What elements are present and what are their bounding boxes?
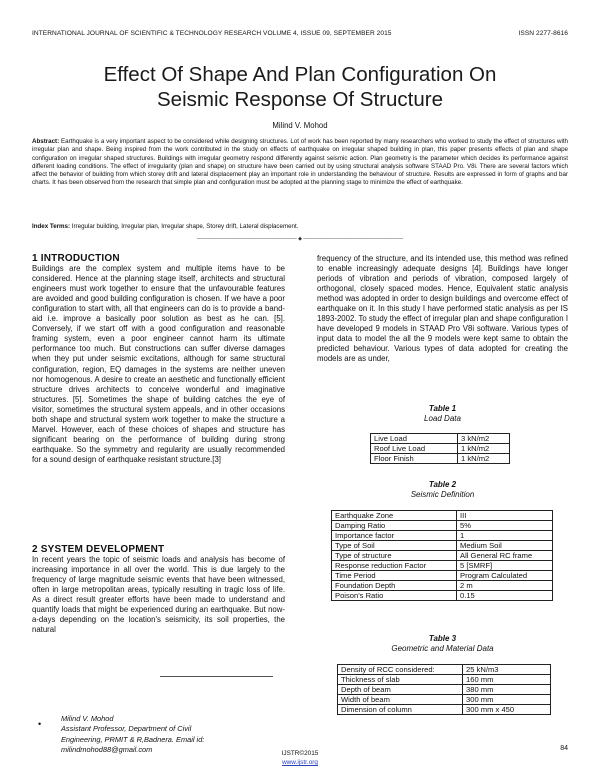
section-divider: ———————————————————— ◆ ———————————————————— [196,236,404,242]
table-cell-label: Response reduction Factor [332,561,457,571]
table-row [332,521,553,531]
table-cell-value: 5% [457,521,553,531]
abstract-label: Abstract: [32,138,60,145]
table-row [332,511,553,521]
table-cell-value: III [457,511,553,521]
index-terms [32,223,568,231]
footnote-line: Assistant Professor, Department of Civil [61,724,192,734]
table-row [332,541,553,551]
table-row [338,705,551,715]
table-cell-value: 1 kN/m2 [458,454,510,464]
table-cell-label: Foundation Depth [332,581,457,591]
footnote-separator [160,676,273,677]
paper-title [0,62,600,112]
abstract-text: Earthquake is a very important aspect to be considered while designing structures. Lot of work has been reported by many researchers who worked to study the effect of structures with irregular plan and shape. Being inspired from the work contributed in the study on effects of earthquake on irregular shaped building in plan, this paper presents effects of plan and shape configuration on irregular shaped structures. Buildings with irregular geometry respond differently against seismic action. Plan geometry is the parameter which decides its performance against different loading conditions. The effect of irregularity (plan and shape) on structure have been carried out by using structural analysis software STAAD Pro. V8i. There are several factors which affect the behavior of building from which storey drift and lateral displacement play an important role in understanding the behaviour of structure. Results are expressed in form of graphs and bar charts. It has been observed from the research that simple plan and configuration must be adopted at the planning stage to minimize the effect of earthquake. [32,138,568,187]
table-cell-value: 0.15 [457,591,553,601]
table-cell-label: Depth of beam [338,685,463,695]
table-row [338,665,551,675]
table-cell-label: Live Load [371,434,458,444]
table-cell-value: 1 [457,531,553,541]
footnote-bullet: • [38,719,42,729]
table-cell-label: Density of RCC considered: [338,665,463,675]
table-cell-label: Damping Ratio [332,521,457,531]
issn: ISSN 2277-8616 [518,30,568,37]
table-cell-value: 2 m [457,581,553,591]
author-name: Milind V. Mohod [272,121,328,130]
system-development-section [32,545,285,635]
table-row [332,561,553,571]
table-cell-label: Importance factor [332,531,457,541]
introduction-text: Buildings are the complex system and multiple items have to be considered. Hence at the planning stage itself, architects and structural engineers must work together to ensure that the unfavourable features are avoided and good building configuration is chosen. If we have a poor configuration to start with, all that engineers can do is to provide a band-aid i.e. improve a basically poor solution as best as he can. [5]. Conversely, if we start off with a good configuration and reasonable framing system, even a poor engineer cannot harm its ultimate performance too much. But constructions can suffer diverse damages when they put under seismic excitations, although for same structural configuration, region, EQ damages in the systems are neither uneven nor homogenous. A desire to create an aesthetic and functionally efficient structure drives architects to conceive wonderful and imaginative structures. [5]. Sometimes the shape of building catches the eye of visitor, sometimes the structural system appeals, and in other occasions both shape and structural system work together to make the structure a Marvel. However, each of these choices of shapes and structure has significant bearing on the performance of building during strong earthquake. So the symmetry and regularity are usually recommended for a sound design of earthquake resistant structure.[3] [32,264,285,464]
introduction-section [32,254,285,465]
footnote-line: Milind V. Mohod [61,714,114,723]
journal-header: INTERNATIONAL JOURNAL OF SCIENTIFIC & TECHNOLOGY RESEARCH VOLUME 4, ISSUE 09, SEPTEMBER 2015 [32,30,392,37]
section-heading-system-development: 2 SYSTEM DEVELOPMENT [32,544,165,555]
table-cell-label: Width of beam [338,695,463,705]
table-3-caption [317,634,568,654]
table-cell-value: 160 mm [463,675,551,685]
table-row [371,444,510,454]
table-cell-label: Earthquake Zone [332,511,457,521]
table-number: Table 2 [428,480,457,489]
footnote-email: milindmohod88@gmail.com [61,744,153,754]
table-cell-label: Thickness of slab [338,675,463,685]
table-cell-value: 25 kN/m3 [463,665,551,675]
table-row [371,454,510,464]
table-title: Load Data [424,414,461,423]
body-paragraph: frequency of the structure, and its intended use, this method was refined to enable increasingly adequate designs [4]. Buildings have longer periods of vibration and periods of vibration, composed largely of orthogonal, closely spaced modes. Hence, Equivalent static analysis method was adopted in order to design buildings and overcome effect of earthquake on it. In this study I have performed static analysis as per IS 1893-2002. To study the effect of irregular plan and shape configuration I have developed 9 models in STAAD Pro V8i software. Various types of input data to model the all the 9 models were kept same to obtain the predicted behaviour. Various types of data adopted for creating the models are as under, [317,254,568,364]
table-cell-value: 3 kN/m2 [458,434,510,444]
table-cell-value: Medium Soil [457,541,553,551]
table-cell-label: Type of structure [332,551,457,561]
index-terms-label: Index Terms: [32,223,71,230]
footnote-line: Engineering, PRMIT & R,Badnera. Email id: [61,734,205,744]
table-row [338,695,551,705]
table-row [332,571,553,581]
table-title: Geometric and Material Data [391,644,494,653]
table-2-caption [317,480,568,500]
table-number: Table 3 [428,634,457,643]
section-heading-introduction: 1 INTRODUCTION [32,253,120,264]
table-cell-value: 300 mm x 450 [463,705,551,715]
table-cell-label: Type of Soil [332,541,457,551]
table-cell-value: 300 mm [463,695,551,705]
table-cell-value: All General RC frame [457,551,553,561]
table-row [332,591,553,601]
geometric-material-table [337,664,551,715]
table-row [332,581,553,591]
table-title: Seismic Definition [410,490,475,499]
journal-url[interactable]: www.ijstr.org [282,759,318,766]
table-cell-label: Poison's Ratio [332,591,457,601]
table-cell-label: Floor Finish [371,454,458,464]
page-number: 84 [560,745,568,752]
table-1-caption [317,404,568,424]
footer-link[interactable] [0,759,600,766]
table-cell-label: Time Period [332,571,457,581]
table-cell-value: 1 kN/m2 [458,444,510,454]
title-line-2: Seismic Response Of Structure [157,88,443,111]
seismic-definition-table [331,510,553,601]
load-data-table [370,433,510,464]
table-cell-value: 5 [SMRF] [457,561,553,571]
table-row [332,531,553,541]
author-footnote [61,714,281,755]
right-column-text [317,254,568,365]
table-number: Table 1 [428,404,457,413]
table-row [332,551,553,561]
table-cell-label: Dimension of column [338,705,463,715]
table-cell-value: 380 mm [463,685,551,695]
index-terms-text: Irregular building, Irregular plan, Irregular shape, Storey drift, Lateral displacement. [70,223,299,230]
table-cell-value: Program Calculated [457,571,553,581]
title-line-1: Effect Of Shape And Plan Configuration On [103,63,497,86]
table-row [371,434,510,444]
system-development-text: In recent years the topic of seismic loads and analysis has become of increasing importance in all over the world. This is due largely to the frequency of large magnitude seismic events that have been witnessed, often in large metropolitan areas, typically resulting in tragic loss of life. As a direct result greater efforts have been made to understand and quantify loads that might be experienced during an earthquake. But now-a-days depending on the location's seismicity, its soil properties, the natural [32,555,285,635]
table-cell-label: Roof Live Load [371,444,458,454]
table-row [338,685,551,695]
footer-code: IJSTR©2015 [281,750,319,757]
table-row [338,675,551,685]
abstract [32,138,568,188]
